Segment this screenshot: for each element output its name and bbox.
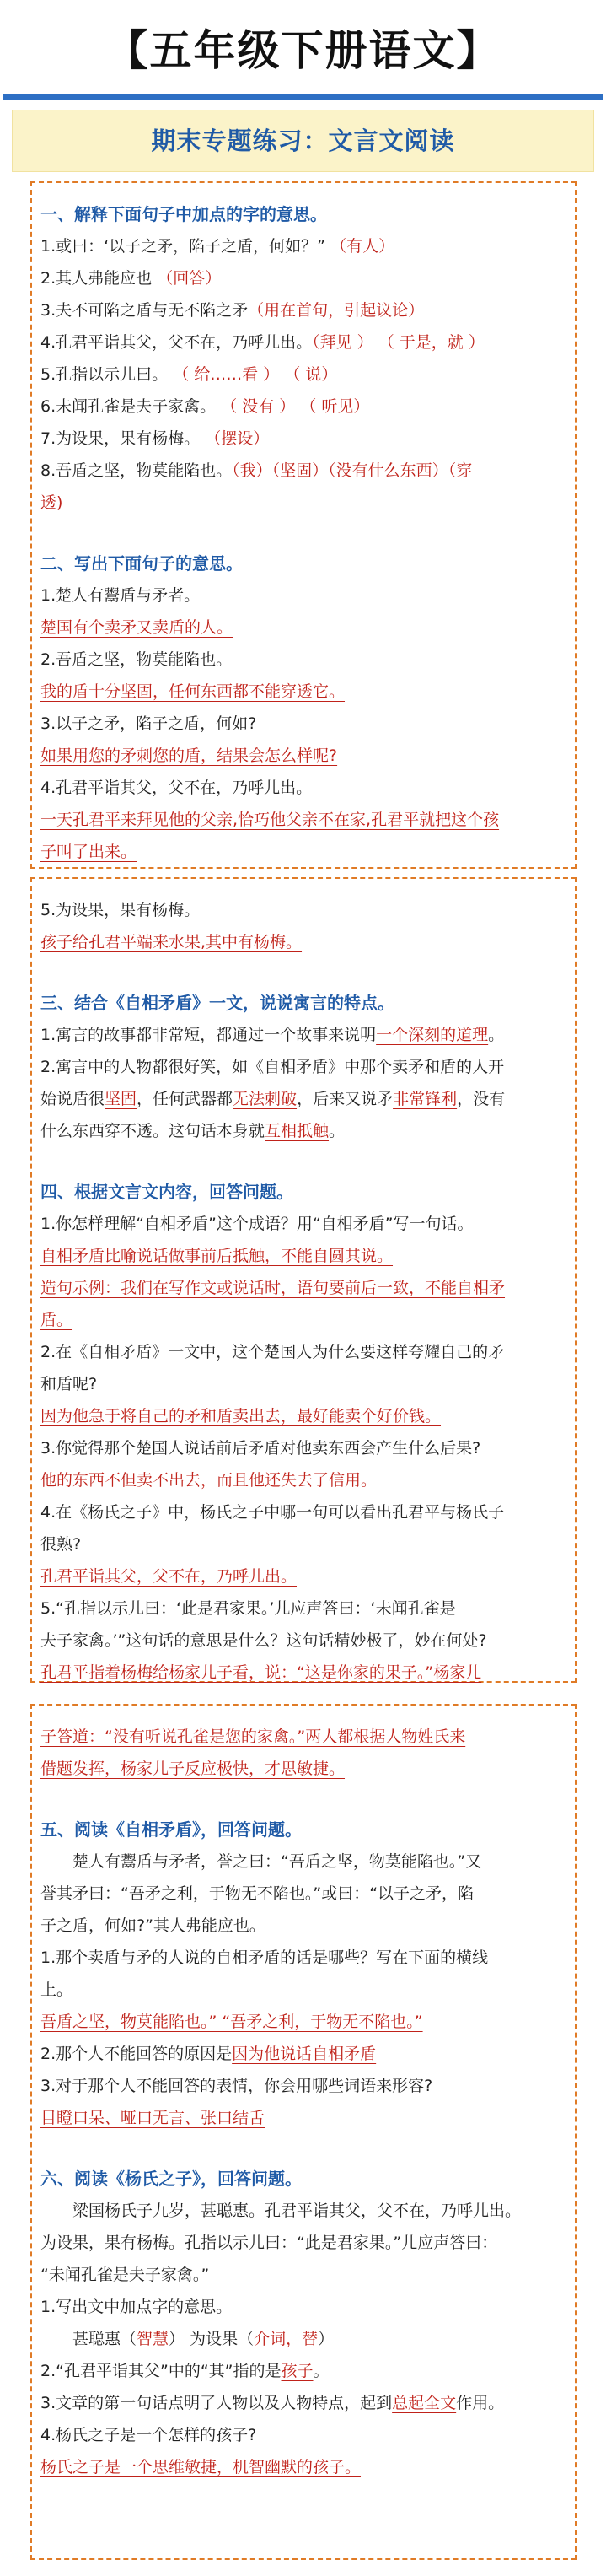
subtitle-banner: 期末专题练习：文言文阅读 — [12, 110, 594, 172]
question-6-1: 1.写出文中加点字的意思。 — [40, 2298, 233, 2316]
answer: （拜见 ） — [312, 333, 373, 352]
answer: 孔君平指着杨梅给杨家儿子看，说：“这是你家的果子。”杨家儿 — [40, 1663, 482, 1682]
answer: 杨氏之子是一个思维敏捷，机智幽默的孩子。 — [40, 2458, 362, 2476]
question-text: 8.吾盾之坚，物莫能陷也。 — [40, 461, 233, 480]
answer: （ 于是，就 ） — [378, 333, 485, 352]
answer: （ 听见） — [300, 397, 370, 416]
answer: （没有什么东西） — [328, 461, 448, 480]
answer: 介词，替 — [254, 2330, 319, 2348]
passage-line: 为设果，果有杨梅。孔指以示儿曰：“此是君家果。”儿应声答曰： — [40, 2234, 498, 2252]
question-6-4: 4.杨氏之子是一个怎样的孩子? — [40, 2426, 257, 2444]
section-heading-5: 五、阅读《自相矛盾》，回答问题。 — [40, 1819, 302, 1840]
answer: 子答道：“没有听说孔雀是您的家禽。”两人都根据人物姓氏来 — [40, 1727, 466, 1746]
answer: 如果用您的矛刺您的盾，结果会怎么样呢? — [40, 746, 338, 765]
passage-line: 誉其矛曰：“吾矛之利，于物无不陷也。”或曰：“以子之矛，陷 — [40, 1884, 475, 1903]
paragraph-line: 2.寓言中的人物都很好笑，如《自相矛盾》中那个卖矛和盾的人开 — [40, 1058, 505, 1076]
answer: 坚固 — [105, 1090, 137, 1108]
answer: 总起全文 — [392, 2394, 457, 2412]
answer: 智慧 — [137, 2330, 169, 2348]
passage-line: “未闻孔雀是夫子家禽。” — [40, 2266, 210, 2284]
question-2-4: 4.孔君平诣其父，父不在，乃呼儿出。 — [40, 779, 313, 797]
answer: （回答） — [157, 269, 222, 288]
question-4-3: 3.你觉得那个楚国人说话前后矛盾对他卖东西会产生什么后果? — [40, 1439, 481, 1458]
question-text: 7.为设果，果有杨梅。 — [40, 429, 201, 448]
answer: 自相矛盾比喻说话做事前后抵触，不能自圆其说。 — [40, 1247, 394, 1265]
question-text: 6.未闻孔雀是夫子家禽。 — [40, 397, 217, 416]
section-heading-4: 四、根据文言文内容，回答问题。 — [40, 1182, 293, 1202]
question-5-1: 1.那个卖盾与矛的人说的自相矛盾的话是哪些？写在下面的横线 — [40, 1948, 489, 1967]
question-1-3 — [40, 294, 566, 326]
answer: （用在首句，引起议论） — [248, 301, 425, 320]
question-text: 1.或曰：‘以子之矛，陷子之盾，何如？” — [40, 237, 326, 256]
answer: （我） — [232, 461, 272, 480]
exercise-card-3: 子答道：“没有听说孔雀是您的家禽。”两人都根据人物姓氏来 借题发挥，杨家儿子反应极快，才思敏捷。 五、阅读《自相矛盾》，回答问题。 楚人有鬻盾与矛者，誉之曰：“吾盾之坚，物莫能陷也。”又 誉其矛曰：“吾矛之利，于物无不陷也。”或曰：“以子之矛，陷 子之盾，何如?”其人弗能应也。 1.那个卖盾与矛的人说的自相矛盾的话是哪些？写在下面的横线 上。 吾盾之坚，物莫能陷也。” “吾矛之利，于物无不陷也。” 2.那个人不能回答的原因是因为他说话自相矛盾 3.对于那个人不能回答的表情，你会用哪些词语来形容? 目瞪口呆、哑口无言、张口结舌 六、阅读《杨氏之子》，回答问题。 梁国杨氏子九岁，甚聪惠。孔君平诣其父，父不在，乃呼儿出。 为设果，果有杨梅。孔指以示儿曰：“此是君家果。”儿应声答曰： “未闻孔雀是夫子家禽。” 1.写出文中加点字的意思。 甚聪惠（智慧） 为设果（介词，替） 2.“孔君平诣其父”中的“其”指的是孩子。 3.文章的第一句话点明了人物以及人物特点，起到总起全文作用。 4.杨氏之子是一个怎样的孩子? 杨氏之子是一个思维敏捷，机智幽默的孩子。 — [30, 1704, 577, 2560]
passage-line: 楚人有鬻盾与矛者，誉之曰：“吾盾之坚，物莫能陷也。”又 — [72, 1852, 482, 1871]
paragraph-line: 什么东西穿不透。这句话本身就互相抵触。 — [40, 1122, 346, 1140]
exercise-card-2: 5.为设果，果有杨梅。 孩子给孔君平端来水果,其中有杨梅。 三、结合《自相矛盾》一文，说说寓言的特点。 1.寓言的故事都非常短，都通过一个故事来说明一个深刻的道理。 2.寓言中的人物都很好笑，如《自相矛盾》中那个卖矛和盾的人开 始说盾很坚固，任何武器都无法刺破，后来又说矛非常锋利，没有 什么东西穿不透。这句话本身就互相抵触。 四、根据文言文内容，回答问题。 1.你怎样理解“自相矛盾”这个成语？用“自相矛盾”写一句话。 自相矛盾比喻说话做事前后抵触，不能自圆其说。 造句示例：我们在写作文或说话时，语句要前后一致，不能自相矛 盾。 2.在《自相矛盾》一文中，这个楚国人为什么要这样夸耀自己的矛 和盾呢? 因为他急于将自己的矛和盾卖出去，最好能卖个好价钱。 3.你觉得那个楚国人说话前后矛盾对他卖东西会产生什么后果? 他的东西不但卖不出去，而且他还失去了信用。 4.在《杨氏之子》中，杨氏之子中哪一句可以看出孔君平与杨氏子 很熟? 孔君平诣其父，父不在，乃呼儿出。 5.“孔指以示儿曰：‘此是君家果。’儿应声答曰：‘未闻孔雀是 夫子家禽。’”这句话的意思是什么？这句话精妙极了，妙在何处? 孔君平指着杨梅给杨家儿子看，说：“这是你家的果子。”杨家儿 — [30, 877, 577, 1683]
answer: 造句示例：我们在写作文或说话时，语句要前后一致，不能自相矛 — [40, 1279, 506, 1297]
answer: （穿 — [448, 461, 473, 480]
question-4-2: 2.在《自相矛盾》一文中，这个楚国人为什么要这样夸耀自己的矛 — [40, 1343, 505, 1361]
question-1-2 — [40, 262, 566, 294]
question-1-7 — [40, 423, 566, 455]
question-text: 4.孔君平诣其父，父不在，乃呼儿出。 — [40, 333, 313, 352]
answer: 吾盾之坚，物莫能陷也。” “吾矛之利，于物无不陷也。” — [40, 2013, 423, 2031]
question-2-5: 5.为设果，果有杨梅。 — [40, 901, 201, 919]
question-1-1 — [40, 230, 566, 262]
answer-continued: 透) — [40, 493, 63, 512]
answer: 借题发挥，杨家儿子反应极快，才思敏捷。 — [40, 1760, 346, 1778]
question-4-5: 5.“孔指以示儿曰：‘此是君家果。’儿应声答曰：‘未闻孔雀是 — [40, 1599, 456, 1618]
answer: 互相抵触 — [265, 1122, 330, 1140]
question-2-3: 3.以子之矛，陷子之盾，何如? — [40, 714, 257, 733]
answer: 他的东西不但卖不出去，而且他还失去了信用。 — [40, 1471, 378, 1490]
answer: 因为他急于将自己的矛和盾卖出去，最好能卖个好价钱。 — [40, 1407, 442, 1425]
question-text: 3.夫不可陷之盾与无不陷之矛 — [40, 301, 249, 320]
passage-line: 梁国杨氏子九岁，甚聪惠。孔君平诣其父，父不在，乃呼儿出。 — [72, 2201, 522, 2220]
answer: （ 说） — [284, 365, 338, 384]
answer: （摆设） — [205, 429, 270, 448]
page-title: 【五年级下册语文】 — [105, 25, 501, 75]
title-divider — [3, 94, 603, 100]
answer: 子叫了出来。 — [40, 843, 137, 861]
question-6-2: 2.“孔君平诣其父”中的“其”指的是孩子。 — [40, 2362, 330, 2380]
answer: 孩子给孔君平端来水果,其中有杨梅。 — [40, 933, 303, 951]
question-1-6 — [40, 391, 566, 423]
question-1-5 — [40, 358, 566, 391]
question-4-1: 1.你怎样理解“自相矛盾”这个成语？用“自相矛盾”写一句话。 — [40, 1215, 474, 1233]
answer: 楚国有个卖矛又卖盾的人。 — [40, 618, 233, 637]
question-4-4: 4.在《杨氏之子》中，杨氏之子中哪一句可以看出孔君平与杨氏子 — [40, 1503, 505, 1522]
section-heading-2: 二、写出下面句子的意思。 — [40, 553, 243, 574]
section-heading-1: 一、解释下面句子中加点的字的意思。 — [40, 204, 327, 224]
question-6-1-answers: 甚聪惠（智慧） 为设果（介词，替） — [72, 2330, 335, 2348]
question-6-3: 3.文章的第一句话点明了人物以及人物特点，起到总起全文作用。 — [40, 2394, 505, 2412]
answer: 我的盾十分坚固，任何东西都不能穿透它。 — [40, 682, 346, 701]
question-text: 5.孔指以示儿曰。 — [40, 365, 169, 384]
question-5-3: 3.对于那个人不能回答的表情，你会用哪些词语来形容? — [40, 2077, 433, 2095]
question-2-1: 1.楚人有鬻盾与矛者。 — [40, 586, 201, 605]
answer: 孔君平诣其父，父不在，乃呼儿出。 — [40, 1567, 298, 1586]
question-text: 2.其人弗能应也 — [40, 269, 153, 288]
paragraph-line: 始说盾很坚固，任何武器都无法刺破，后来又说矛非常锋利，没有 — [40, 1090, 506, 1108]
section-heading-6: 六、阅读《杨氏之子》，回答问题。 — [40, 2169, 302, 2189]
passage-line: 子之盾，何如?”其人弗能应也。 — [40, 1916, 265, 1935]
question-1-4 — [40, 326, 566, 358]
header — [0, 0, 606, 173]
answer: 一个深刻的道理 — [376, 1026, 489, 1044]
question-1-8 — [40, 455, 566, 487]
exercise-card-1 — [30, 181, 577, 869]
answer: 非常锋利 — [393, 1090, 458, 1108]
question-2-2: 2.吾盾之坚，物莫能陷也。 — [40, 650, 233, 669]
answer: （有人） — [330, 237, 395, 256]
answer: （ 没有 ） — [221, 397, 296, 416]
answer: 目瞪口呆、哑口无言、张口结舌 — [40, 2109, 265, 2127]
answer: 无法刺破 — [233, 1090, 298, 1108]
question-5-2: 2.那个人不能回答的原因是因为他说话自相矛盾 — [40, 2045, 377, 2063]
answer: 盾。 — [40, 1311, 73, 1329]
answer: （ 给……看 ） — [173, 365, 280, 384]
answer: 因为他说话自相矛盾 — [232, 2045, 377, 2063]
answer: （坚固） — [271, 461, 329, 480]
paragraph-line: 1.寓言的故事都非常短，都通过一个故事来说明一个深刻的道理。 — [40, 1026, 505, 1044]
answer: 孩子 — [281, 2362, 314, 2380]
answer: 一天孔君平来拜见他的父亲,恰巧他父亲不在家,孔君平就把这个孩 — [40, 811, 500, 829]
section-heading-3: 三、结合《自相矛盾》一文，说说寓言的特点。 — [40, 993, 394, 1013]
